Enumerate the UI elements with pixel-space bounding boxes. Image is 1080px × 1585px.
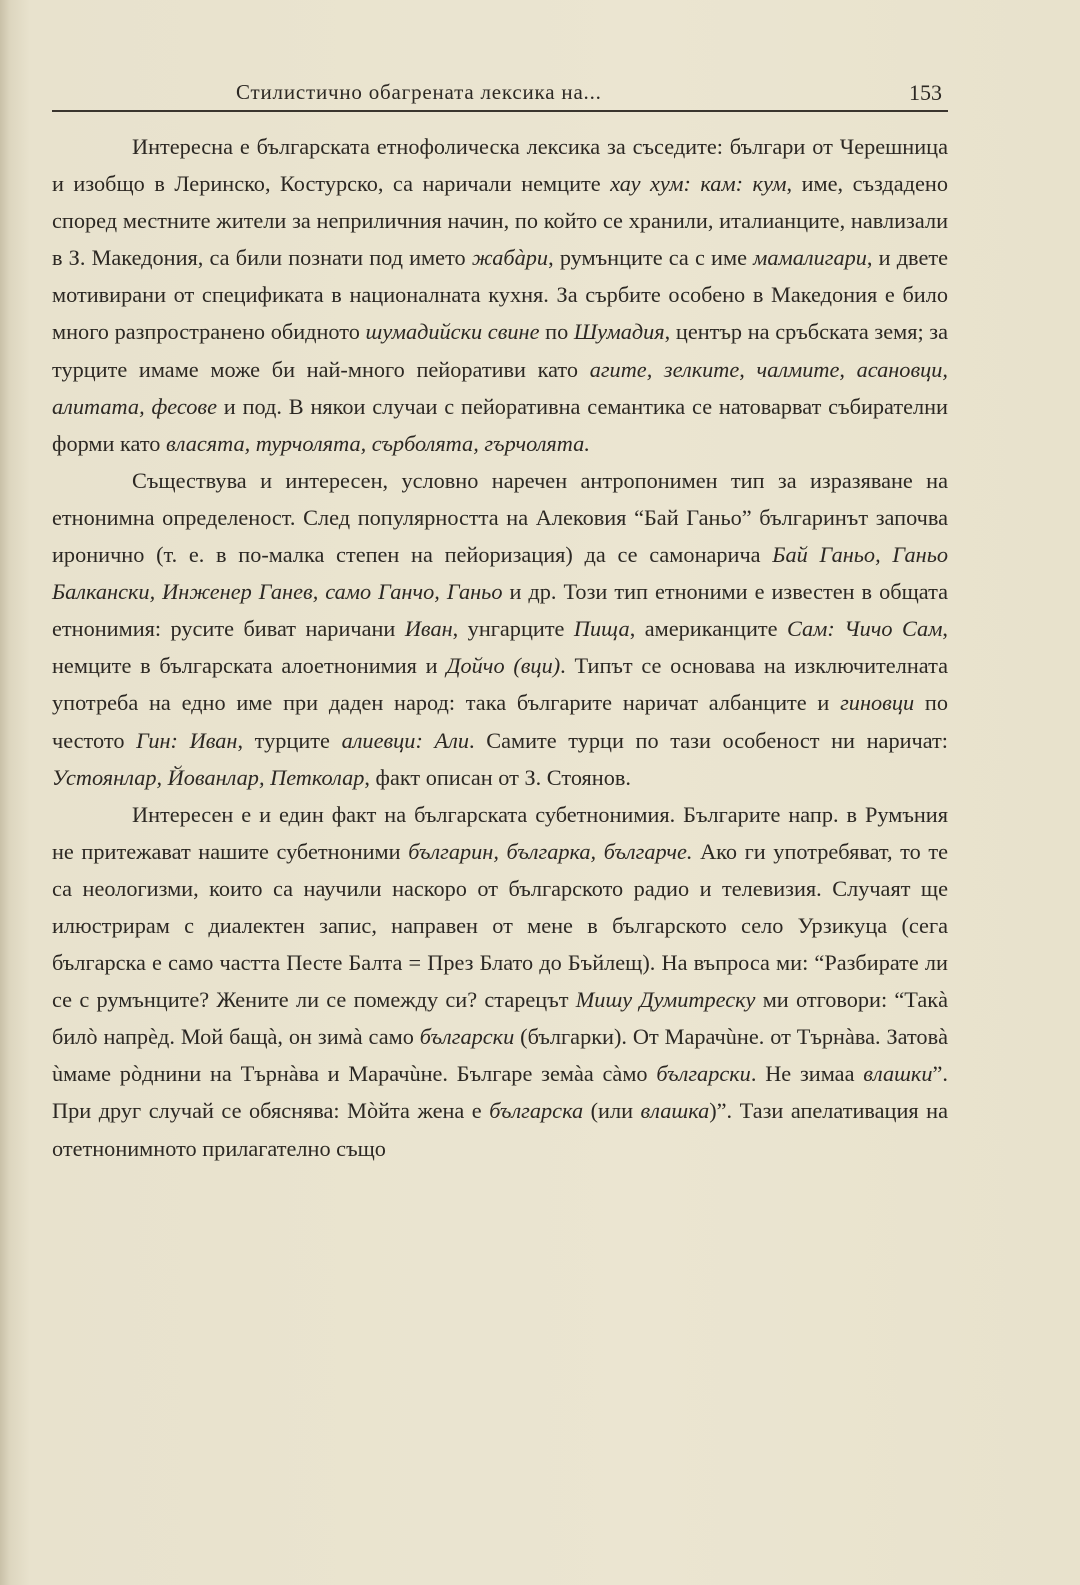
italic-term: българин, българка, българче. <box>408 838 693 864</box>
text-run: Интересен е и един факт на българската субетнонимия. Българите напр. в Румъния не притежават нашите субетноними <box>52 801 948 864</box>
running-header <box>52 80 948 112</box>
text-run: , факт описан от З. Стоянов. <box>364 764 631 790</box>
body-text <box>52 128 948 1167</box>
italic-term: агите, зелките, чалмите, асановци, алитата, фесове <box>52 356 948 419</box>
text-run: и др. Този тип етноними е известен в общата етнонимия: руситe биват наричани <box>52 579 948 642</box>
italic-term: Сам: Чичо Сам <box>787 616 943 642</box>
text-run: Интересна е българската етнофолическа лексика за съседите: българи от Черешница и изобщо в Леринско, Костурско, са наричали немците <box>52 134 948 197</box>
text-run: . Самите турци по тази особеност ни наричат: <box>469 727 948 753</box>
text-run: , и двете мотивирани от спецификата в националната кухня. За сърбите особено в Македония е било много разпространено обидното <box>52 245 948 345</box>
italic-term: Бай Ганьо, Ганьо Балкански, Инженер Ганев, само Ганчо, Ганьо <box>52 542 948 605</box>
italic-term: Мишу Думитреску <box>575 987 756 1013</box>
page-number: 153 <box>909 80 942 105</box>
italic-term: алиевци: Али <box>341 727 469 753</box>
paragraph <box>52 796 948 1167</box>
italic-term: мамалигари <box>753 245 867 271</box>
italic-term: Шумадия <box>573 319 665 345</box>
text-run: ми отговори: “Такà билò напрèд. Мой бащà, он зимà само <box>52 987 948 1050</box>
italic-term: шумадийски свине <box>365 319 540 345</box>
text-run: , американците <box>629 616 787 642</box>
italic-term: влашка <box>640 1098 710 1124</box>
text-run: , унгарците <box>452 616 574 642</box>
italic-term: българска <box>489 1098 584 1124</box>
text-run: , турците <box>237 727 342 753</box>
text-run: , име, създадено според местните жители за неприличния начин, по който се хранили, италианците, навлизали в З. Македония, са били познати под името <box>52 171 948 271</box>
text-run: по честото <box>52 690 948 753</box>
text-run: Ако ги употребяват, то те са неологизми, които са научили наскоро от българското радио и телевизия. Случаят ще илюстрирам с диалектен запис, направен от мене в българското село Урзикуца (сега българска е само частта Песте Балта = През Блато до Бъйлещ). На въпроса ми: “Разбирате ли се с румънците? Жените ли се помежду си? старецът <box>52 838 948 1013</box>
text-run: по <box>539 319 574 345</box>
italic-term: български <box>419 1024 515 1050</box>
italic-term: български <box>656 1061 751 1087</box>
italic-term: власята, турчолята, сърболята, гърчолята. <box>166 430 590 456</box>
italic-term: жабàри <box>471 245 549 271</box>
text-run: . Типът се основава на изключителната употреба на едно име при даден народ: така българите наричат албанците и <box>52 653 948 716</box>
paragraph <box>52 462 948 796</box>
italic-term: Гин: Иван <box>136 727 238 753</box>
italic-term: хау хум: кам: кум <box>610 171 787 197</box>
text-run: (или <box>583 1098 641 1124</box>
italic-term: гиновци <box>840 690 915 716</box>
text-run: Съществува и интересен, условно наречен антропонимен тип за изразяване на етнонимна определеност. След популярността на Алековия “Бай Ганьо” българинът започва иронично (т. е. в по-малка степен на пейоризация) да се самонарича <box>52 467 948 568</box>
text-run: )”. Тази апелативация на отетнонимното прилагателно също <box>52 1098 949 1161</box>
text-run: , център на сръбската земя; за турците имаме може би най-много пейоративи като <box>52 319 949 382</box>
italic-term: Устоянлар, Йованлар, Петколар <box>52 764 365 790</box>
text-run: (българки). От Марачùне. от Търнàва. Затовà ùмаме рòднини на Търнàва и Марачùне. Българе земàа сàмо <box>52 1024 948 1087</box>
running-title: Стилистично обагрената лексика на... <box>236 80 602 104</box>
text-run: . Не зимаа <box>750 1061 864 1087</box>
paragraph <box>52 128 948 462</box>
text-run: и под. В някои случаи с пейоративна семантика се натоварват събирателни форми като <box>52 393 948 456</box>
italic-term: Дойчо (вци) <box>446 653 561 679</box>
text-run: ”. При друг случай се обяснява: Мòйта жена е <box>52 1061 948 1124</box>
italic-term: влашки <box>863 1061 933 1087</box>
text-run: , немците в българската алоетнонимия и <box>52 616 948 679</box>
italic-term: Иван <box>404 616 453 642</box>
italic-term: Пища <box>573 616 630 642</box>
text-run: , румънците са с име <box>548 245 754 271</box>
